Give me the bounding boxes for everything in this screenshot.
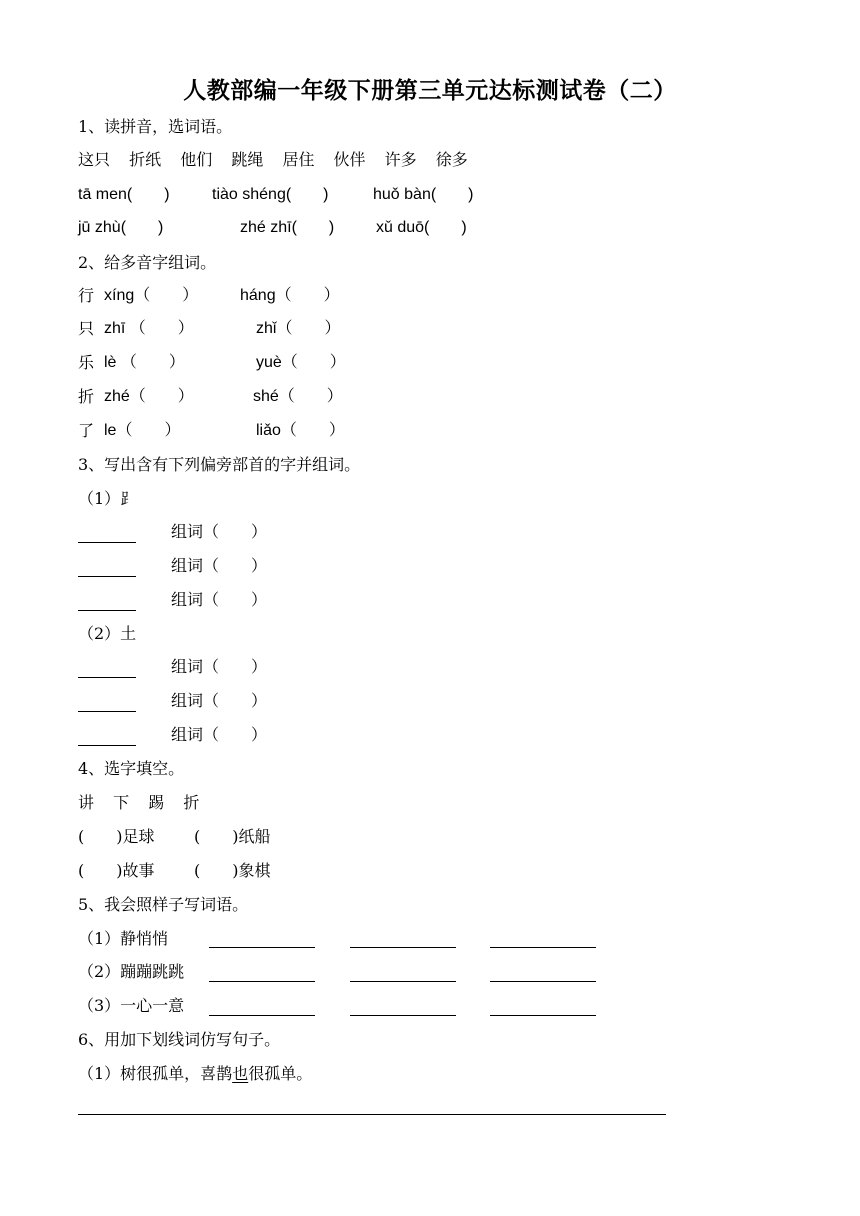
answer-line[interactable]	[350, 946, 456, 948]
q3-zuci[interactable]: 组词（ ）	[171, 657, 268, 676]
answer-line[interactable]	[490, 1014, 596, 1016]
q4-blank[interactable]: ( )象棋	[194, 861, 271, 880]
q2-blank-2[interactable]: yuè（ ）	[256, 354, 346, 371]
q6-underlined-word: 也	[232, 1064, 249, 1083]
q5-item: （1）静悄悄	[78, 929, 169, 948]
q1-pinyin-row-2	[78, 217, 778, 239]
q2-blank-2[interactable]: shé（ ）	[253, 388, 343, 405]
q6-sentence	[78, 1063, 312, 1085]
answer-line[interactable]	[209, 1014, 315, 1016]
q2-row	[78, 420, 478, 442]
q4-char: 下	[113, 793, 130, 812]
q6-heading: 6、用加下划线词仿写句子。	[78, 1030, 281, 1049]
pinyin-blank[interactable]: tā men( )	[78, 186, 170, 203]
q2-char: 行	[78, 286, 95, 305]
q3-part-1: （1）⻊	[78, 489, 137, 508]
q1-word: 许多	[384, 150, 417, 169]
q6-sentence-pre: （1）树很孤单，喜鹊	[78, 1064, 233, 1083]
answer-line[interactable]	[490, 946, 596, 948]
q2-blank-1[interactable]: zhé（ ）	[104, 388, 194, 405]
q2-char: 了	[78, 421, 95, 440]
q1-word-bank	[78, 149, 482, 171]
q4-blank[interactable]: ( )纸船	[194, 827, 271, 846]
answer-blank[interactable]	[78, 575, 136, 577]
q4-blank[interactable]: ( )故事	[78, 861, 155, 880]
q4-heading: 4、选字填空。	[78, 759, 185, 778]
q1-word: 跳绳	[231, 150, 264, 169]
sentence-answer-line[interactable]	[78, 1114, 666, 1115]
q2-char: 折	[78, 387, 95, 406]
page-title: 人教部编一年级下册第三单元达标测试卷（二）	[183, 77, 677, 104]
q3-zuci[interactable]: 组词（ ）	[171, 590, 268, 609]
answer-line[interactable]	[209, 980, 315, 982]
answer-blank[interactable]	[78, 541, 136, 543]
q4-char-bank	[78, 792, 213, 814]
pinyin-blank[interactable]: xǔ duō( )	[376, 219, 467, 236]
q2-row	[78, 285, 478, 307]
q1-heading: 1、读拼音，选词语。	[78, 117, 233, 136]
q1-word: 这只	[78, 150, 111, 169]
answer-blank[interactable]	[78, 676, 136, 678]
q3-zuci[interactable]: 组词（ ）	[171, 725, 268, 744]
answer-blank[interactable]	[78, 609, 136, 611]
q6-sentence-post: 很孤单。	[248, 1064, 313, 1083]
q1-word: 他们	[180, 150, 213, 169]
q2-blank-1[interactable]: lè （ ）	[104, 354, 185, 371]
q2-blank-1[interactable]: xíng（ ）	[104, 287, 199, 304]
pinyin-blank[interactable]: zhé zhī( )	[240, 219, 335, 236]
q3-part-2: （2）土	[78, 624, 137, 643]
q2-blank-1[interactable]: zhī （ ）	[104, 320, 194, 337]
q2-blank-2[interactable]: háng（ ）	[240, 287, 340, 304]
q5-item: （3）一心一意	[78, 996, 185, 1015]
pinyin-blank[interactable]: tiào shéng( )	[212, 186, 329, 203]
answer-blank[interactable]	[78, 744, 136, 746]
q2-heading: 2、给多音字组词。	[78, 253, 217, 272]
answer-line[interactable]	[490, 980, 596, 982]
q4-row-2	[78, 860, 478, 882]
pinyin-blank[interactable]: jū zhù( )	[78, 219, 164, 236]
q4-char: 讲	[78, 793, 95, 812]
answer-line[interactable]	[350, 980, 456, 982]
answer-blank[interactable]	[78, 710, 136, 712]
q2-row	[78, 352, 478, 374]
q4-blank[interactable]: ( )足球	[78, 827, 155, 846]
q2-row	[78, 386, 478, 408]
q5-heading: 5、我会照样子写词语。	[78, 895, 249, 914]
q5-item: （2）蹦蹦跳跳	[78, 962, 185, 981]
answer-line[interactable]	[350, 1014, 456, 1016]
q2-row	[78, 318, 478, 340]
q2-blank-1[interactable]: le（ ）	[104, 422, 181, 439]
answer-line[interactable]	[209, 946, 315, 948]
q4-char: 踢	[148, 793, 165, 812]
q4-char: 折	[183, 793, 200, 812]
q1-word: 居住	[282, 150, 315, 169]
q3-heading: 3、写出含有下列偏旁部首的字并组词。	[78, 455, 361, 474]
q1-word: 折纸	[129, 150, 162, 169]
pinyin-blank[interactable]: huǒ bàn( )	[373, 186, 474, 203]
q2-char: 只	[78, 319, 95, 338]
q3-zuci[interactable]: 组词（ ）	[171, 522, 268, 541]
q1-pinyin-row-1	[78, 184, 778, 206]
q3-zuci[interactable]: 组词（ ）	[171, 691, 268, 710]
q3-zuci[interactable]: 组词（ ）	[171, 556, 268, 575]
q1-word: 徐多	[435, 150, 468, 169]
q2-char: 乐	[78, 353, 95, 372]
q4-row-1	[78, 826, 478, 848]
q1-word: 伙伴	[333, 150, 366, 169]
q2-blank-2[interactable]: liǎo（ ）	[256, 422, 345, 439]
q2-blank-2[interactable]: zhǐ（ ）	[256, 320, 341, 337]
